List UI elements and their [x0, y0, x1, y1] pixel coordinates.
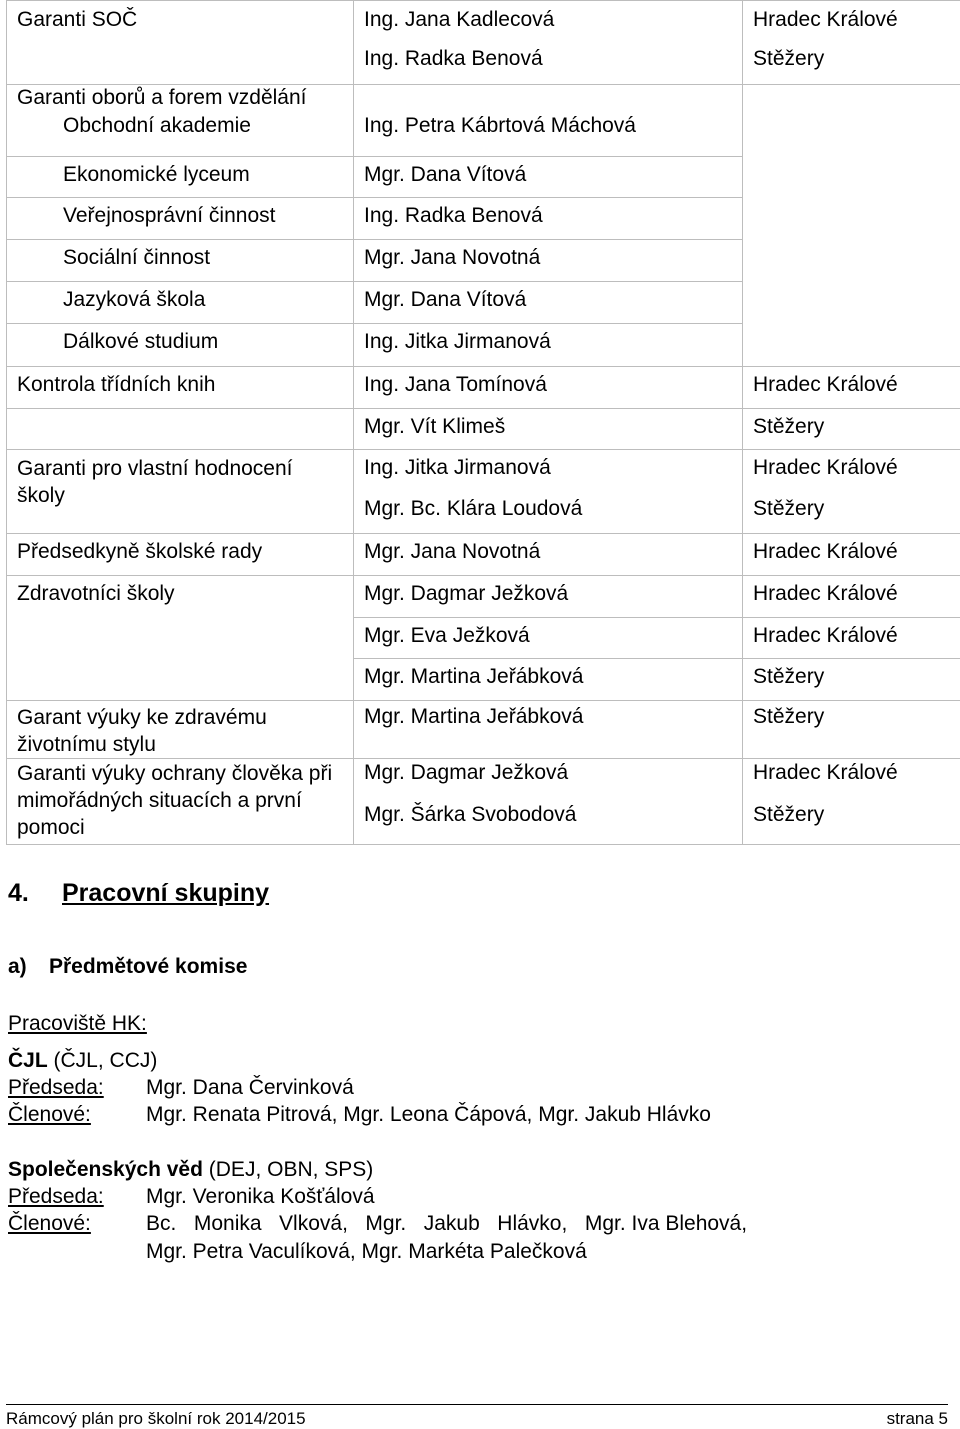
table-row: [7, 367, 960, 409]
role-label: Předsedkyně školské rady: [17, 540, 263, 563]
field-label: Jazyková škola: [63, 288, 206, 311]
place-name: Hradec Králové: [753, 456, 898, 479]
table-row: [7, 534, 960, 576]
table-cell: [354, 450, 743, 534]
committee-detail: (ČJL, CCJ): [47, 1049, 158, 1072]
role-label: Garant výuky ke zdravému životnímu stylu: [17, 706, 267, 756]
place-name: Stěžery: [753, 47, 825, 70]
person-name: Ing. Jana Tomínová: [364, 373, 547, 396]
members-line: [8, 1210, 747, 1237]
table-cell: [354, 240, 743, 282]
table-cell: [743, 659, 960, 701]
place-name: Hradec Králové: [753, 624, 898, 647]
table-cell: [354, 701, 743, 759]
chair-label: Předseda:: [8, 1076, 104, 1099]
table-cell: [7, 324, 354, 367]
chair-name: Mgr. Dana Červinková: [146, 1076, 354, 1099]
table-cell: [7, 157, 354, 198]
role-label: Garanti pro vlastní hodnocení školy: [17, 457, 293, 507]
subsection-label: a): [8, 955, 27, 978]
table-cell: [354, 618, 743, 659]
person-name: Mgr. Martina Jeřábková: [364, 665, 584, 688]
members-names: Bc. Monika Vlková, Mgr. Jakub Hlávko, Mgr. Iva Blehová,: [146, 1212, 748, 1235]
workplace-label: Pracoviště HK:: [8, 1012, 147, 1035]
place-name: Hradec Králové: [753, 373, 898, 396]
table-cell: [7, 85, 354, 113]
committee-detail: (DEJ, OBN, SPS): [202, 1158, 374, 1181]
place-name: Stěžery: [753, 415, 825, 438]
table-cell: [354, 534, 743, 576]
table-cell: [743, 576, 960, 618]
person-name: Mgr. Jana Novotná: [364, 246, 541, 269]
subsection-heading: [8, 955, 247, 979]
person-name: Ing. Jana Kadlecová: [364, 8, 555, 31]
field-label: Dálkové studium: [63, 330, 219, 353]
place-name: Stěžery: [753, 705, 825, 728]
role-label: Garanti výuky ochrany člověka při mimořádných situacích a první pomoci: [17, 762, 333, 839]
chair-name: Mgr. Veronika Košťálová: [146, 1185, 375, 1208]
table-cell: [743, 85, 960, 367]
members-label: Členové:: [8, 1103, 91, 1126]
role-label: Garanti oborů a forem vzdělání: [17, 86, 307, 109]
footer-title: Rámcový plán pro školní rok 2014/2015: [6, 1409, 306, 1428]
person-name: Ing. Petra Kábrtová Máchová: [364, 113, 636, 137]
table-row: [7, 85, 960, 113]
table-cell: [7, 450, 354, 534]
table-cell: [354, 324, 743, 367]
person-name: Mgr. Dagmar Ježková: [364, 761, 569, 784]
person-name: Mgr. Dagmar Ježková: [364, 582, 569, 605]
person-name: Mgr. Bc. Klára Loudová: [364, 497, 583, 520]
field-label: Sociální činnost: [63, 246, 211, 269]
subsection-title: Předmětové komise: [49, 955, 248, 978]
place-name: Stěžery: [753, 803, 825, 826]
table-cell: [354, 157, 743, 198]
table-row: [7, 701, 960, 759]
members-label: Členové:: [8, 1212, 91, 1235]
table-cell: [354, 198, 743, 240]
table-cell: [354, 367, 743, 409]
section-heading: [8, 879, 269, 908]
table-cell: [354, 113, 743, 157]
table-cell: [743, 534, 960, 576]
table-cell: [354, 1, 743, 85]
page-footer: [6, 1404, 948, 1428]
table-cell: [354, 409, 743, 450]
table-cell: [743, 701, 960, 759]
section-number: 4.: [8, 879, 29, 907]
table-cell: [354, 576, 743, 618]
table-cell: [7, 113, 354, 157]
field-label: Obchodní akademie: [63, 113, 251, 137]
person-name: Mgr. Dana Vítová: [364, 163, 527, 186]
field-label: Veřejnosprávní činnost: [63, 204, 276, 227]
table-cell: [743, 450, 960, 534]
table-row: [7, 409, 960, 450]
field-label: Ekonomické lyceum: [63, 163, 250, 186]
table-cell: [354, 282, 743, 324]
table-cell: [743, 618, 960, 659]
person-name: Ing. Jitka Jirmanová: [364, 456, 551, 479]
role-label: Garanti SOČ: [17, 8, 138, 31]
role-label: Zdravotníci školy: [17, 582, 175, 605]
place-name: Stěžery: [753, 665, 825, 688]
place-name: Hradec Králové: [753, 540, 898, 563]
person-name: Ing. Radka Benová: [364, 47, 543, 70]
chair-line: [8, 1183, 375, 1210]
committee-title: [8, 1156, 373, 1183]
person-name: Mgr. Vít Klimeš: [364, 415, 506, 438]
table-cell: [354, 759, 743, 845]
committee-name: Společenských věd: [8, 1158, 203, 1181]
table-cell: [743, 409, 960, 450]
table-cell: [743, 367, 960, 409]
role-label: Kontrola třídních knih: [17, 373, 216, 396]
place-name: Hradec Králové: [753, 761, 898, 784]
table-cell: [7, 409, 354, 450]
members-line: [8, 1101, 711, 1128]
section-title: Pracovní skupiny: [62, 879, 270, 907]
table-cell: [7, 367, 354, 409]
table-cell: [7, 534, 354, 576]
person-name: Mgr. Šárka Svobodová: [364, 803, 577, 826]
table-row: [7, 576, 960, 618]
table-row: [7, 1, 960, 85]
table-cell: [7, 282, 354, 324]
committee-name: ČJL: [8, 1049, 48, 1072]
table-cell: [354, 85, 743, 113]
table-cell: [7, 759, 354, 845]
place-name: Hradec Králové: [753, 582, 898, 605]
table-cell: [7, 1, 354, 85]
table-cell: [7, 240, 354, 282]
chair-label: Předseda:: [8, 1185, 104, 1208]
roles-table: [6, 0, 960, 845]
place-name: Hradec Králové: [753, 8, 898, 31]
person-name: Mgr. Eva Ježková: [364, 624, 530, 647]
table-cell: [7, 576, 354, 701]
table-cell: [7, 701, 354, 759]
table-row: [7, 450, 960, 534]
person-name: Ing. Radka Benová: [364, 204, 543, 227]
table-cell: [7, 198, 354, 240]
table-cell: [354, 659, 743, 701]
person-name: Mgr. Dana Vítová: [364, 288, 527, 311]
person-name: Mgr. Martina Jeřábková: [364, 705, 584, 728]
chair-line: [8, 1074, 354, 1101]
table-row: [7, 759, 960, 845]
committee-title: [8, 1047, 157, 1074]
members-line-cont: Mgr. Petra Vaculíková, Mgr. Markéta Palečková: [146, 1240, 587, 1263]
table-cell: [743, 759, 960, 845]
person-name: Mgr. Jana Novotná: [364, 540, 541, 563]
person-name: Ing. Jitka Jirmanová: [364, 330, 551, 353]
place-name: Stěžery: [753, 497, 825, 520]
page-number: strana 5: [886, 1409, 948, 1428]
members-names: Mgr. Renata Pitrová, Mgr. Leona Čápová, Mgr. Jakub Hlávko: [146, 1103, 711, 1126]
table-cell: [743, 1, 960, 85]
